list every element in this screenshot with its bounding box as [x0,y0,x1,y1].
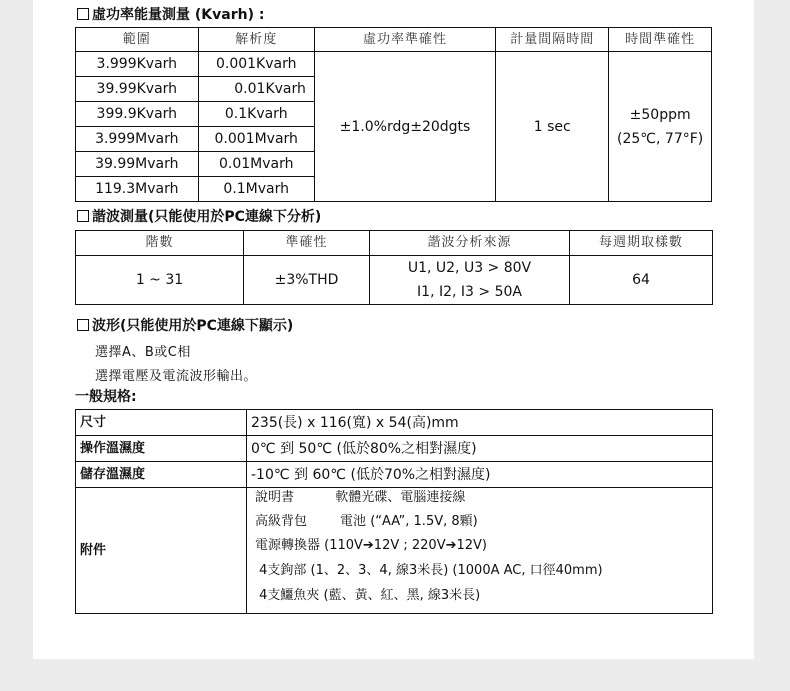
checkbox-icon [77,8,89,20]
accessory-item: 4支鱷魚夾 (藍、黃、紅、黑, 線3米長) [255,588,481,603]
section-harmonic-heading [77,208,321,226]
header-interval: 計量間隔時間 [496,28,609,52]
accessories-cell [247,488,713,614]
table-row [76,488,713,614]
header-resolution: 解析度 [198,28,314,52]
section-power-title: 虛功率能量測量 (Kvarh) : [92,7,265,23]
resolution-cell: 0.1Kvarh [198,102,314,127]
accuracy-cell: ±1.0%rdg±20dgts [314,52,495,202]
document-page [33,0,754,659]
samples-cell: 64 [570,256,713,305]
order-cell: 1 ~ 31 [76,256,244,305]
resolution-cell: 0.01Mvarh [198,152,314,177]
section-waveform-title: 波形(只能使用於PC連線下顯示) [92,318,294,334]
table-header-row [76,28,712,52]
header-range: 範圍 [76,28,199,52]
header-accuracy: 準確性 [244,231,370,256]
source-cell [370,256,570,305]
range-cell: 399.9Kvarh [76,102,199,127]
section-waveform-heading [77,317,293,335]
header-time-accuracy: 時間準確性 [609,28,712,52]
resolution-cell: 0.001Kvarh [198,52,314,77]
table-row [76,256,713,305]
size-value: 235(長) x 116(寬) x 54(高)mm [247,410,713,436]
header-samples: 每週期取樣數 [570,231,713,256]
section-general-title: 一般規格: [75,389,137,405]
range-cell: 39.99Kvarh [76,77,199,102]
range-cell: 39.99Mvarh [76,152,199,177]
size-label: 尺寸 [76,410,247,436]
general-spec-table [75,409,713,614]
header-source: 諧波分析來源 [370,231,570,256]
accessory-item: 高級背包 電池 (“AA”, 1.5V, 8顆) [255,514,478,529]
table-row [76,52,712,77]
checkbox-icon [77,210,89,222]
table-row [76,410,713,436]
waveform-line2: 選擇電壓及電流波形輸出。 [95,369,258,384]
interval-cell: 1 sec [496,52,609,202]
range-cell: 119.3Mvarh [76,177,199,202]
time-accuracy-cell [609,52,712,202]
range-cell: 3.999Kvarh [76,52,199,77]
header-accuracy: 虛功率準確性 [314,28,495,52]
table-header-row [76,231,713,256]
accessory-item: 說明書 軟體光碟、電腦連接線 [255,490,466,505]
operating-value: 0℃ 到 50℃ (低於80%之相對濕度) [247,436,713,462]
storage-value: -10℃ 到 60℃ (低於70%之相對濕度) [247,462,713,488]
header-order: 階數 [76,231,244,256]
storage-label: 儲存溫濕度 [76,462,247,488]
resolution-cell: 0.1Mvarh [198,177,314,202]
accessories-label: 附件 [76,488,247,614]
checkbox-icon [77,319,89,331]
section-harmonic-title: 諧波測量(只能使用於PC連線下分析) [92,209,322,225]
resolution-cell: 0.001Mvarh [198,127,314,152]
table-row [76,462,713,488]
accuracy-cell: ±3%THD [244,256,370,305]
table-row [76,436,713,462]
time-accuracy-line2: (25℃, 77°F) [617,130,704,147]
accessory-item: 電源轉換器 (110V➔12V ; 220V➔12V) [255,538,487,553]
accessory-item: 4支鉤部 (1、2、3、4, 線3米長) (1000A AC, 口徑40mm) [255,563,603,578]
time-accuracy-line1: ±50ppm [629,106,691,123]
operating-label: 操作溫濕度 [76,436,247,462]
power-spec-table [75,27,712,202]
section-power-heading [77,6,264,24]
source-line2: I1, I2, I3 > 50A [417,284,522,300]
harmonic-spec-table [75,230,713,305]
resolution-cell: 0.01Kvarh [198,77,314,102]
source-line1: U1, U2, U3 > 80V [407,260,532,276]
waveform-line1: 選擇A、B或C相 [95,345,191,360]
range-cell: 3.999Mvarh [76,127,199,152]
